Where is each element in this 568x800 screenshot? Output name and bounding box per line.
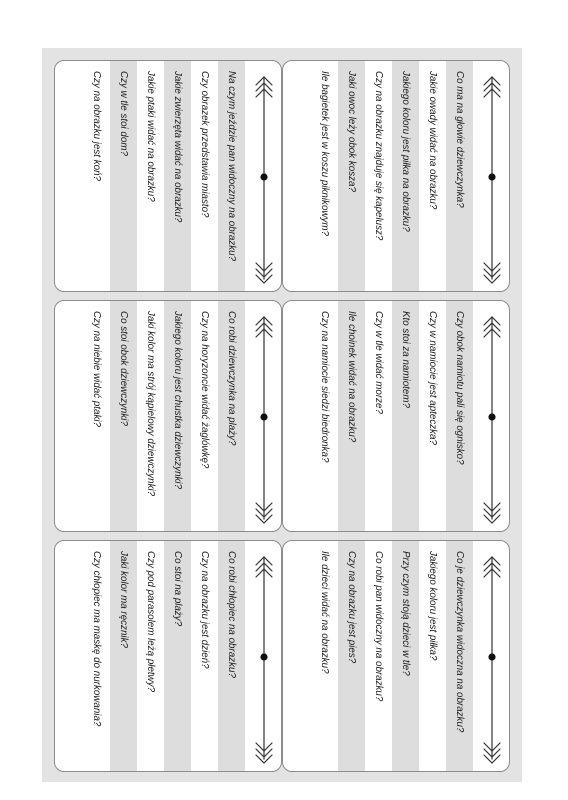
arrow-with-dot-icon <box>253 61 275 292</box>
question: Jakiego koloru jest piłka na obrazku? <box>392 61 419 292</box>
question: Czy na obrazku jest dzień? <box>199 551 210 669</box>
question: Czy na namiocie siedzi biedronka? <box>319 311 330 463</box>
question: Jakie owady widać na obrazku? <box>427 71 438 210</box>
question: Czy w namiocie jest apteczka? <box>427 311 438 445</box>
question: Czy obrazek przedstawia miasto? <box>199 71 210 218</box>
question-list <box>83 301 245 532</box>
question: Jakiego koloru jest piłka? <box>427 551 438 661</box>
question-card-4 <box>54 300 282 532</box>
question: Kto stoi za namiotem? <box>392 301 419 532</box>
question: Co stoi obok dziewczynki? <box>110 301 137 532</box>
question: Ile bagietek jest w koszu piknikowym? <box>319 71 330 236</box>
question-list <box>311 301 473 532</box>
question: Jaki kolor ma strój kąpielowy dziewczynki? <box>145 311 156 497</box>
question: Jakie zwierzęta widać na obrazku? <box>164 61 191 292</box>
question-card-5 <box>282 540 510 772</box>
question: Jaki kolor ma ręcznik? <box>110 541 137 772</box>
question: Co robi chłopiec na obrazku? <box>218 541 245 772</box>
question: Co robi pan widoczny na obrazku? <box>373 551 384 702</box>
question: Jakie ptaki widać na obrazku? <box>145 71 156 202</box>
worksheet-sheet <box>42 48 522 782</box>
question: Jaki owoc leży obok kosza? <box>338 61 365 292</box>
question-list <box>311 61 473 292</box>
question: Czy obok namiotu pali się ognisko? <box>446 301 473 532</box>
question: Przy czym stoją dzieci w tle? <box>392 541 419 772</box>
question-card-3 <box>282 300 510 532</box>
question: Czy na horyzoncie widać żaglówkę? <box>199 311 210 469</box>
question-list <box>83 61 245 292</box>
question: Czy na obrazku jest pies? <box>338 541 365 772</box>
question: Czy na niebie widać ptaki? <box>91 311 102 427</box>
arrow-with-dot-icon <box>253 541 275 772</box>
arrow-with-dot-icon <box>481 61 503 292</box>
question: Jakiego koloru jest chustka dziewczynki? <box>164 301 191 532</box>
arrow-with-dot-icon <box>481 301 503 532</box>
question: Czy na obrazku jest koń? <box>91 71 102 181</box>
question: Co je dziewczynka widoczna na obrazku? <box>446 541 473 772</box>
question: Czy pod parasolem leżą płetwy? <box>145 551 156 693</box>
question: Czy w tle stoi dom? <box>110 61 137 292</box>
question-list <box>83 541 245 772</box>
question: Czy chłopiec ma maskę do nurkowania? <box>91 551 102 727</box>
question: Ile dzieci widać na obrazku? <box>319 551 330 674</box>
question-card-2 <box>54 60 282 292</box>
arrow-with-dot-icon <box>481 541 503 772</box>
question-card-6 <box>54 540 282 772</box>
arrow-with-dot-icon <box>253 301 275 532</box>
question: Co robi dziewczynka na plaży? <box>218 301 245 532</box>
question: Na czym jeździe pan widoczny na obrazku? <box>218 61 245 292</box>
question-card-1 <box>282 60 510 292</box>
question: Co ma na głowie dziewczynka? <box>446 61 473 292</box>
question: Ile choinek widać na obrazku? <box>338 301 365 532</box>
question: Czy w tle widać morze? <box>373 311 384 414</box>
question-list <box>311 541 473 772</box>
question: Czy na obrazku znajduje się kapelusz? <box>373 71 384 241</box>
question: Co stoi na plaży? <box>164 541 191 772</box>
worksheet-rotated-layout <box>42 48 522 782</box>
